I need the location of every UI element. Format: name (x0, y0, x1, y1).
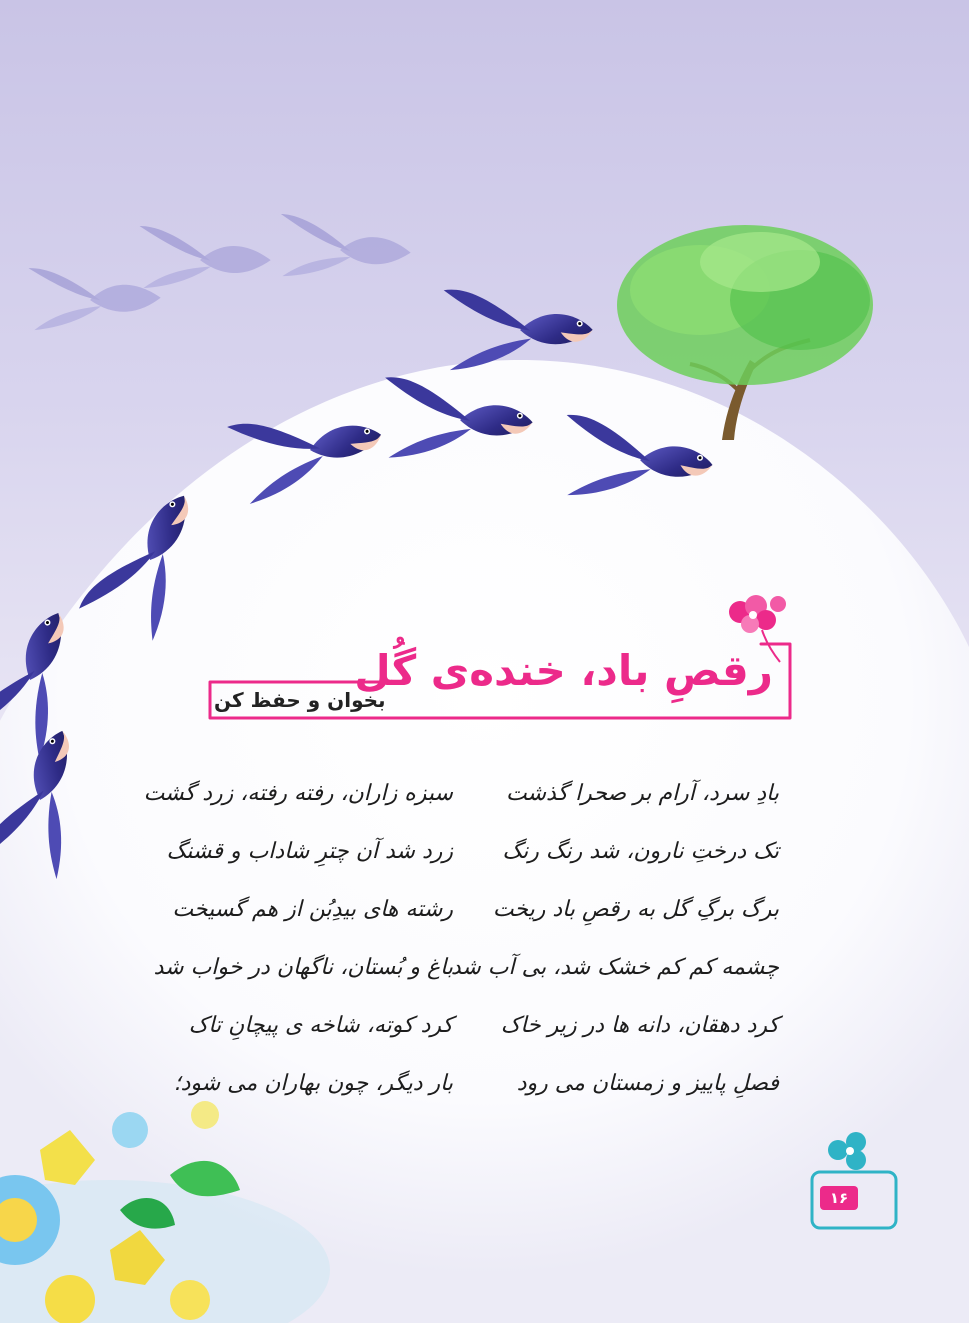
poem-line: کرد کوته، شاخه ی پیچانِ تاک (188, 1013, 453, 1038)
poem-line: بادِ سرد، آرام بر صحرا گذشت (506, 781, 779, 806)
poem-line: زرد شد آن چترِ شاداب و قشنگ (166, 839, 453, 864)
poem-line: بار دیگر، چون بهاران می شود؛ (173, 1071, 453, 1096)
poem-line: رشته های بیدِبُن از هم گسیخت (172, 897, 453, 922)
poem-line: سبزه زاران، رفته رفته، زرد گشت (143, 781, 453, 806)
page-number: ۱۶ (820, 1186, 858, 1210)
poem-line: برگ برگِ گل به رقصِ باد ریخت (492, 897, 779, 922)
poem-line: چشمه کم کم خشک شد، بی آب شد (450, 955, 779, 980)
lesson-subtitle: بخوان و حفظ کن (214, 688, 386, 712)
poem-line: باغ و بُستان، ناگهان در خواب شد (153, 955, 453, 980)
poem-line: فصلِ پاییز و زمستان می رود (516, 1071, 779, 1096)
poem-line: تک درختِ نارون، شد رنگ رنگ (502, 839, 779, 864)
swallow-bird-icon (439, 270, 596, 370)
lesson-title: رقصِ باد، خنده‌ی گُل (354, 646, 773, 695)
poem-line: کرد دهقان، دانه ها در زیر خاک (500, 1013, 779, 1038)
poem-right-column (451, 776, 779, 1124)
faded-swallows (24, 201, 412, 331)
poem-left-column (144, 776, 453, 1124)
